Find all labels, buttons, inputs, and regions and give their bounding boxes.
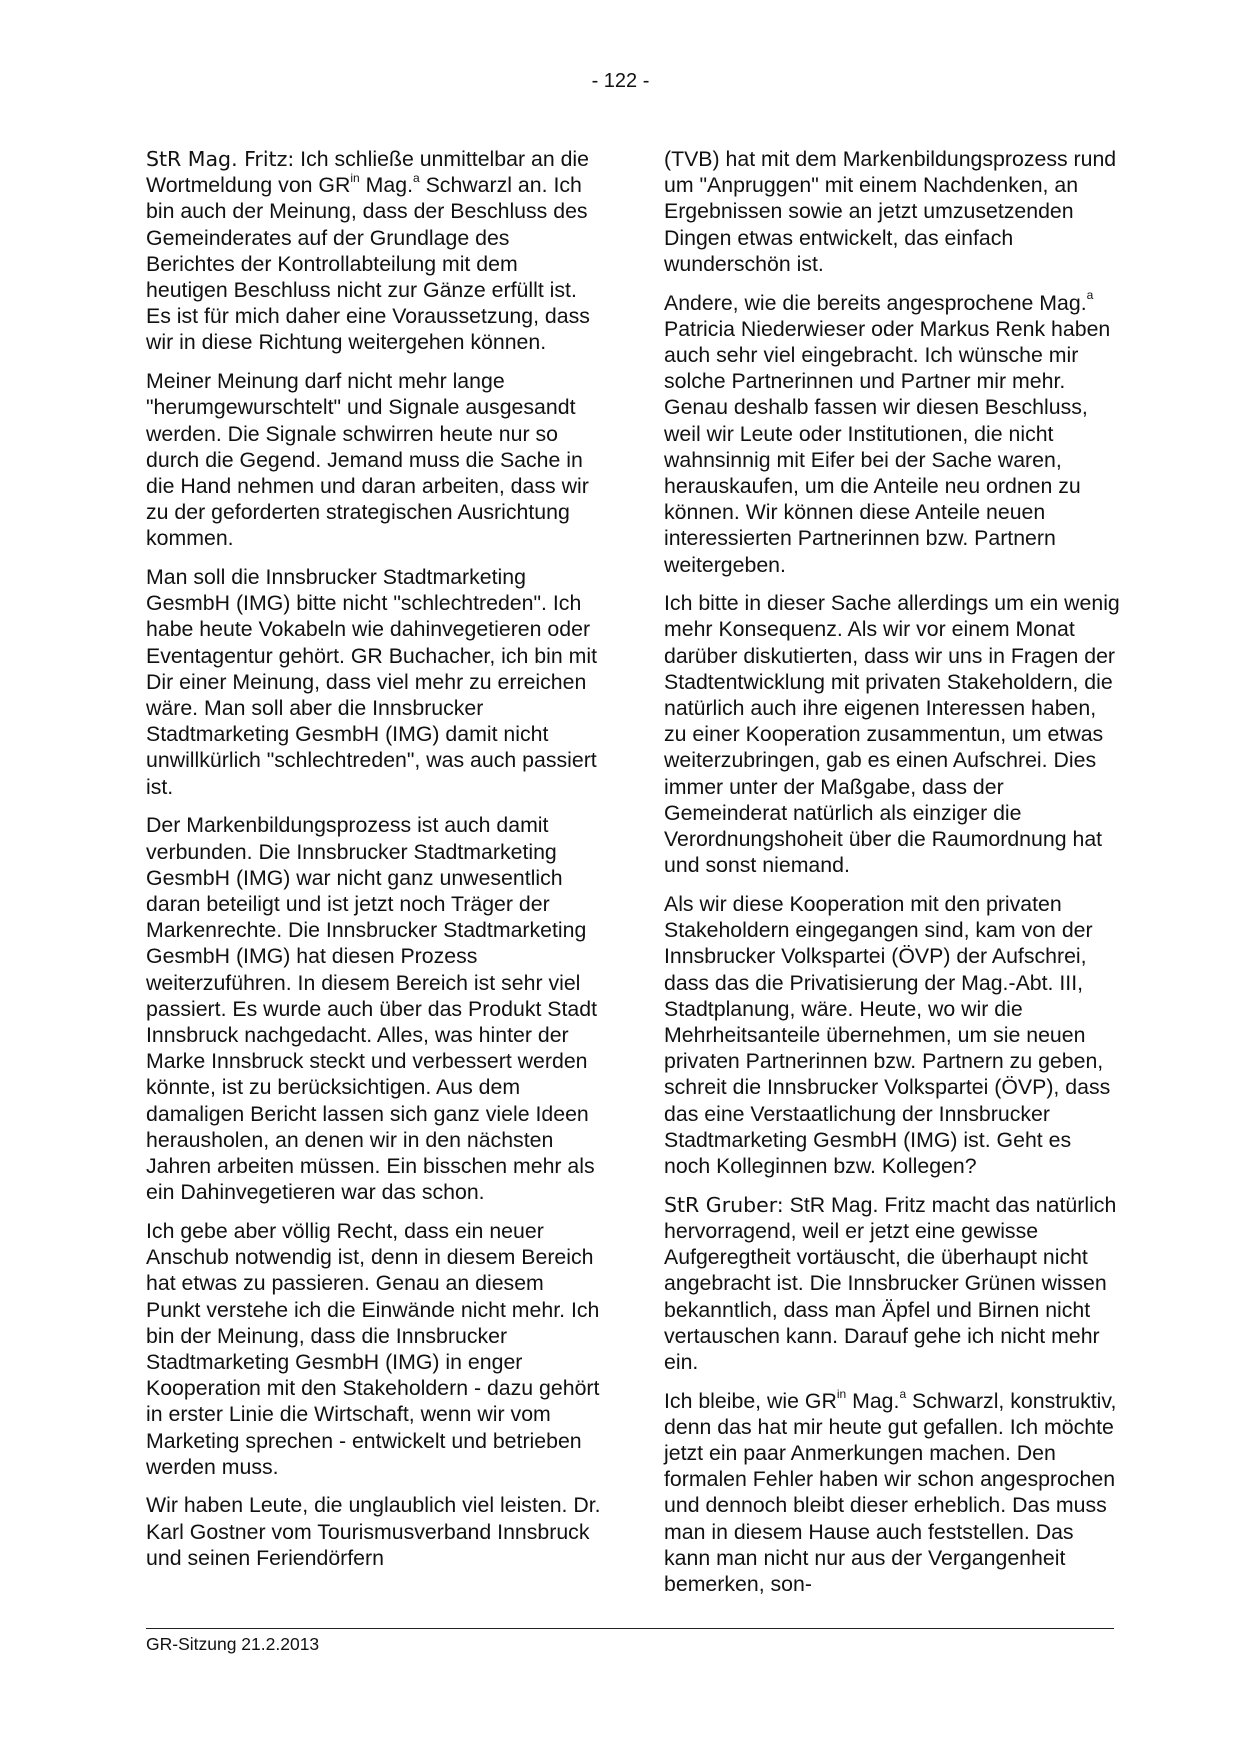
superscript: a — [1086, 288, 1094, 303]
superscript: a — [899, 1386, 907, 1401]
paragraph: Wir haben Leute, die unglaublich viel leisten. Dr. Karl Gostner vom Tourismusverband Innsbruck und seinen Feriendörfern — [146, 1493, 601, 1570]
superscript: in — [350, 171, 360, 186]
right-column — [664, 146, 1122, 1610]
paragraph: Als wir diese Kooperation mit den privaten Stakeholdern eingegangen sind, kam von der Innsbrucker Volkspartei (ÖVP) der Aufschrei, dass das die Privatisierung der Mag.-Abt. III, Stadtplanung, wäre. Heute, wo wir die Mehrheitsanteile übernehmen, um sie neuen privaten Partnerinnen bzw. Partnern zu geben, schreit die Innsbrucker Volkspartei (ÖVP), dass das eine Verstaatlichung der Innsbrucker Stadtmarketing GesmbH (IMG) ist. Geht es noch Kolleginnen bzw. Kollegen? — [664, 891, 1111, 1179]
paragraph: Man soll die Innsbrucker Stadtmarketing GesmbH (IMG) bitte nicht "schlechtreden". Ich habe heute Vokabeln wie dahinvegetieren oder Eventagentur gehört. GR Buchacher, ich bin mit Dir einer Meinung, dass viel mehr zu erreichen wäre. Man soll aber die Innsbrucker Stadtmarketing GesmbH (IMG) damit nicht unwillkürlich "schlechtreden", was auch passiert ist. — [146, 565, 598, 799]
paragraph: Ich bitte in dieser Sache allerdings um ein wenig mehr Konsequenz. Als wir vor einem Monat darüber diskutierten, dass wir uns in Fragen der Stadtentwicklung mit privaten Stakeholdern, die natürlich auch ihre eigenen Interessen haben, zu einer Kooperation zusammentun, um etwas weiterzubringen, gab es einen Aufschrei. Dies immer unter der Maßgabe, dass der Gemeinderat natürlich als einziger die Verordnungshoheit über die Raumordnung hat und sonst niemand. — [664, 591, 1120, 878]
paragraph — [664, 290, 1122, 578]
text-segment: Ich bleibe, wie GR — [664, 1388, 837, 1413]
superscript: in — [836, 1386, 847, 1401]
text-segment: Mag. — [846, 1388, 900, 1413]
footer-session-date: GR-Sitzung 21.2.2013 — [146, 1634, 320, 1654]
superscript: a — [413, 171, 420, 186]
speaker-paragraph — [664, 1192, 1122, 1375]
paragraph: Meiner Meinung darf nicht mehr lange "herumgewurschtelt" und Signale ausgesandt werden. Die Signale schwirren heute nur so durch die Gegend. Jemand muss die Sache in die Hand nehmen und daran arbeiten, dass wir zu der geforderten strategischen Ausrichtung kommen. — [146, 369, 589, 551]
speaker-paragraph — [146, 146, 604, 356]
page-number: - 122 - — [591, 70, 650, 92]
text-segment: Patricia Niederwieser oder Markus Renk haben auch sehr viel eingebracht. Ich wünsche mir solche Partnerinnen und Partner mir mehr. Genau deshalb fassen wir diesen Beschluss, weil wir Leute oder Institutionen, die nicht wahnsinnig mit Eifer bei der Sache waren, herauskaufen, um die Anteile neu ordnen zu können. Wir können diese Anteile neuen interessierten Partnerinnen bzw. Partnern weitergeben. — [664, 316, 1111, 577]
text-segment: Schwarzl an. Ich bin auch der Meinung, dass der Beschluss des Gemeinderates auf der Grundlage des Berichtes der Kontrollabteilung mit dem heutigen Beschluss nicht zur Gänze erfüllt ist. Es ist für mich daher eine Voraussetzung, dass wir in diese Richtung weitergehen können. — [146, 173, 590, 355]
speaker-name: StR Gruber: — [664, 1192, 784, 1217]
text-segment: Schwarzl, konstruktiv, denn das hat mir heute gut gefallen. Ich möchte jetzt ein paar Anmerkungen machen. Den formalen Fehler haben wir schon angesprochen und dennoch bleibt dieser erheblich. Das muss man in diesem Hause auch feststellen. Das kann man nicht nur aus der Vergangenheit bemerken, son- — [664, 1388, 1117, 1597]
speaker-name: StR Mag. Fritz: — [146, 147, 295, 171]
paragraph: (TVB) hat mit dem Markenbildungsprozess rund um "Anpruggen" mit einem Nachdenken, an Ergebnissen sowie an jetzt umzusetzenden Dingen etwas entwickelt, das einfach wunderschön ist. — [664, 147, 1117, 276]
paragraph: Der Markenbildungsprozess ist auch damit verbunden. Die Innsbrucker Stadtmarketing GesmbH (IMG) war nicht ganz unwesentlich daran beteiligt und ist jetzt noch Träger der Markenrechte. Die Innsbrucker Stadtmarketing GesmbH (IMG) hat diesen Prozess weiterzuführen. In diesem Bereich ist sehr viel passiert. Es wurde auch über das Produkt Stadt Innsbruck nachgedacht. Alles, was hinter der Marke Innsbruck steckt und verbessert werden könnte, ist zu berücksichtigen. Aus dem damaligen Bericht lassen sich ganz viele Ideen herausholen, an denen wir in den nächsten Jahren arbeiten müssen. Ein bisschen mehr als ein Dahinvegetieren war das schon. — [146, 813, 598, 1205]
footer-divider — [146, 1628, 1114, 1629]
paragraph — [664, 1388, 1122, 1598]
text-segment: Ich schließe unmittelbar an die Wortmeldung von GR — [146, 147, 590, 198]
text-segment: Andere, wie die bereits angesprochene Mag. — [664, 290, 1087, 315]
left-column — [146, 146, 604, 1584]
text-segment: StR Mag. Fritz macht das natürlich hervorragend, weil er jetzt eine gewisse Aufgeregtheit vortäuscht, die überhaupt nicht angebracht ist. Die Innsbrucker Grünen wissen bekanntlich, dass man Äpfel und Birnen nicht vertauschen kann. Darauf gehe ich nicht mehr ein. — [664, 1192, 1117, 1374]
paragraph: Ich gebe aber völlig Recht, dass ein neuer Anschub notwendig ist, denn in diesem Bereich hat etwas zu passieren. Genau an diesem Punkt verstehe ich die Einwände nicht mehr. Ich bin der Meinung, dass die Innsbrucker Stadtmarketing GesmbH (IMG) in enger Kooperation mit den Stakeholdern - dazu gehört in erster Linie die Wirtschaft, wenn wir vom Marketing sprechen - entwickelt und betrieben werden muss. — [146, 1218, 600, 1479]
text-segment: Mag. — [359, 173, 413, 198]
